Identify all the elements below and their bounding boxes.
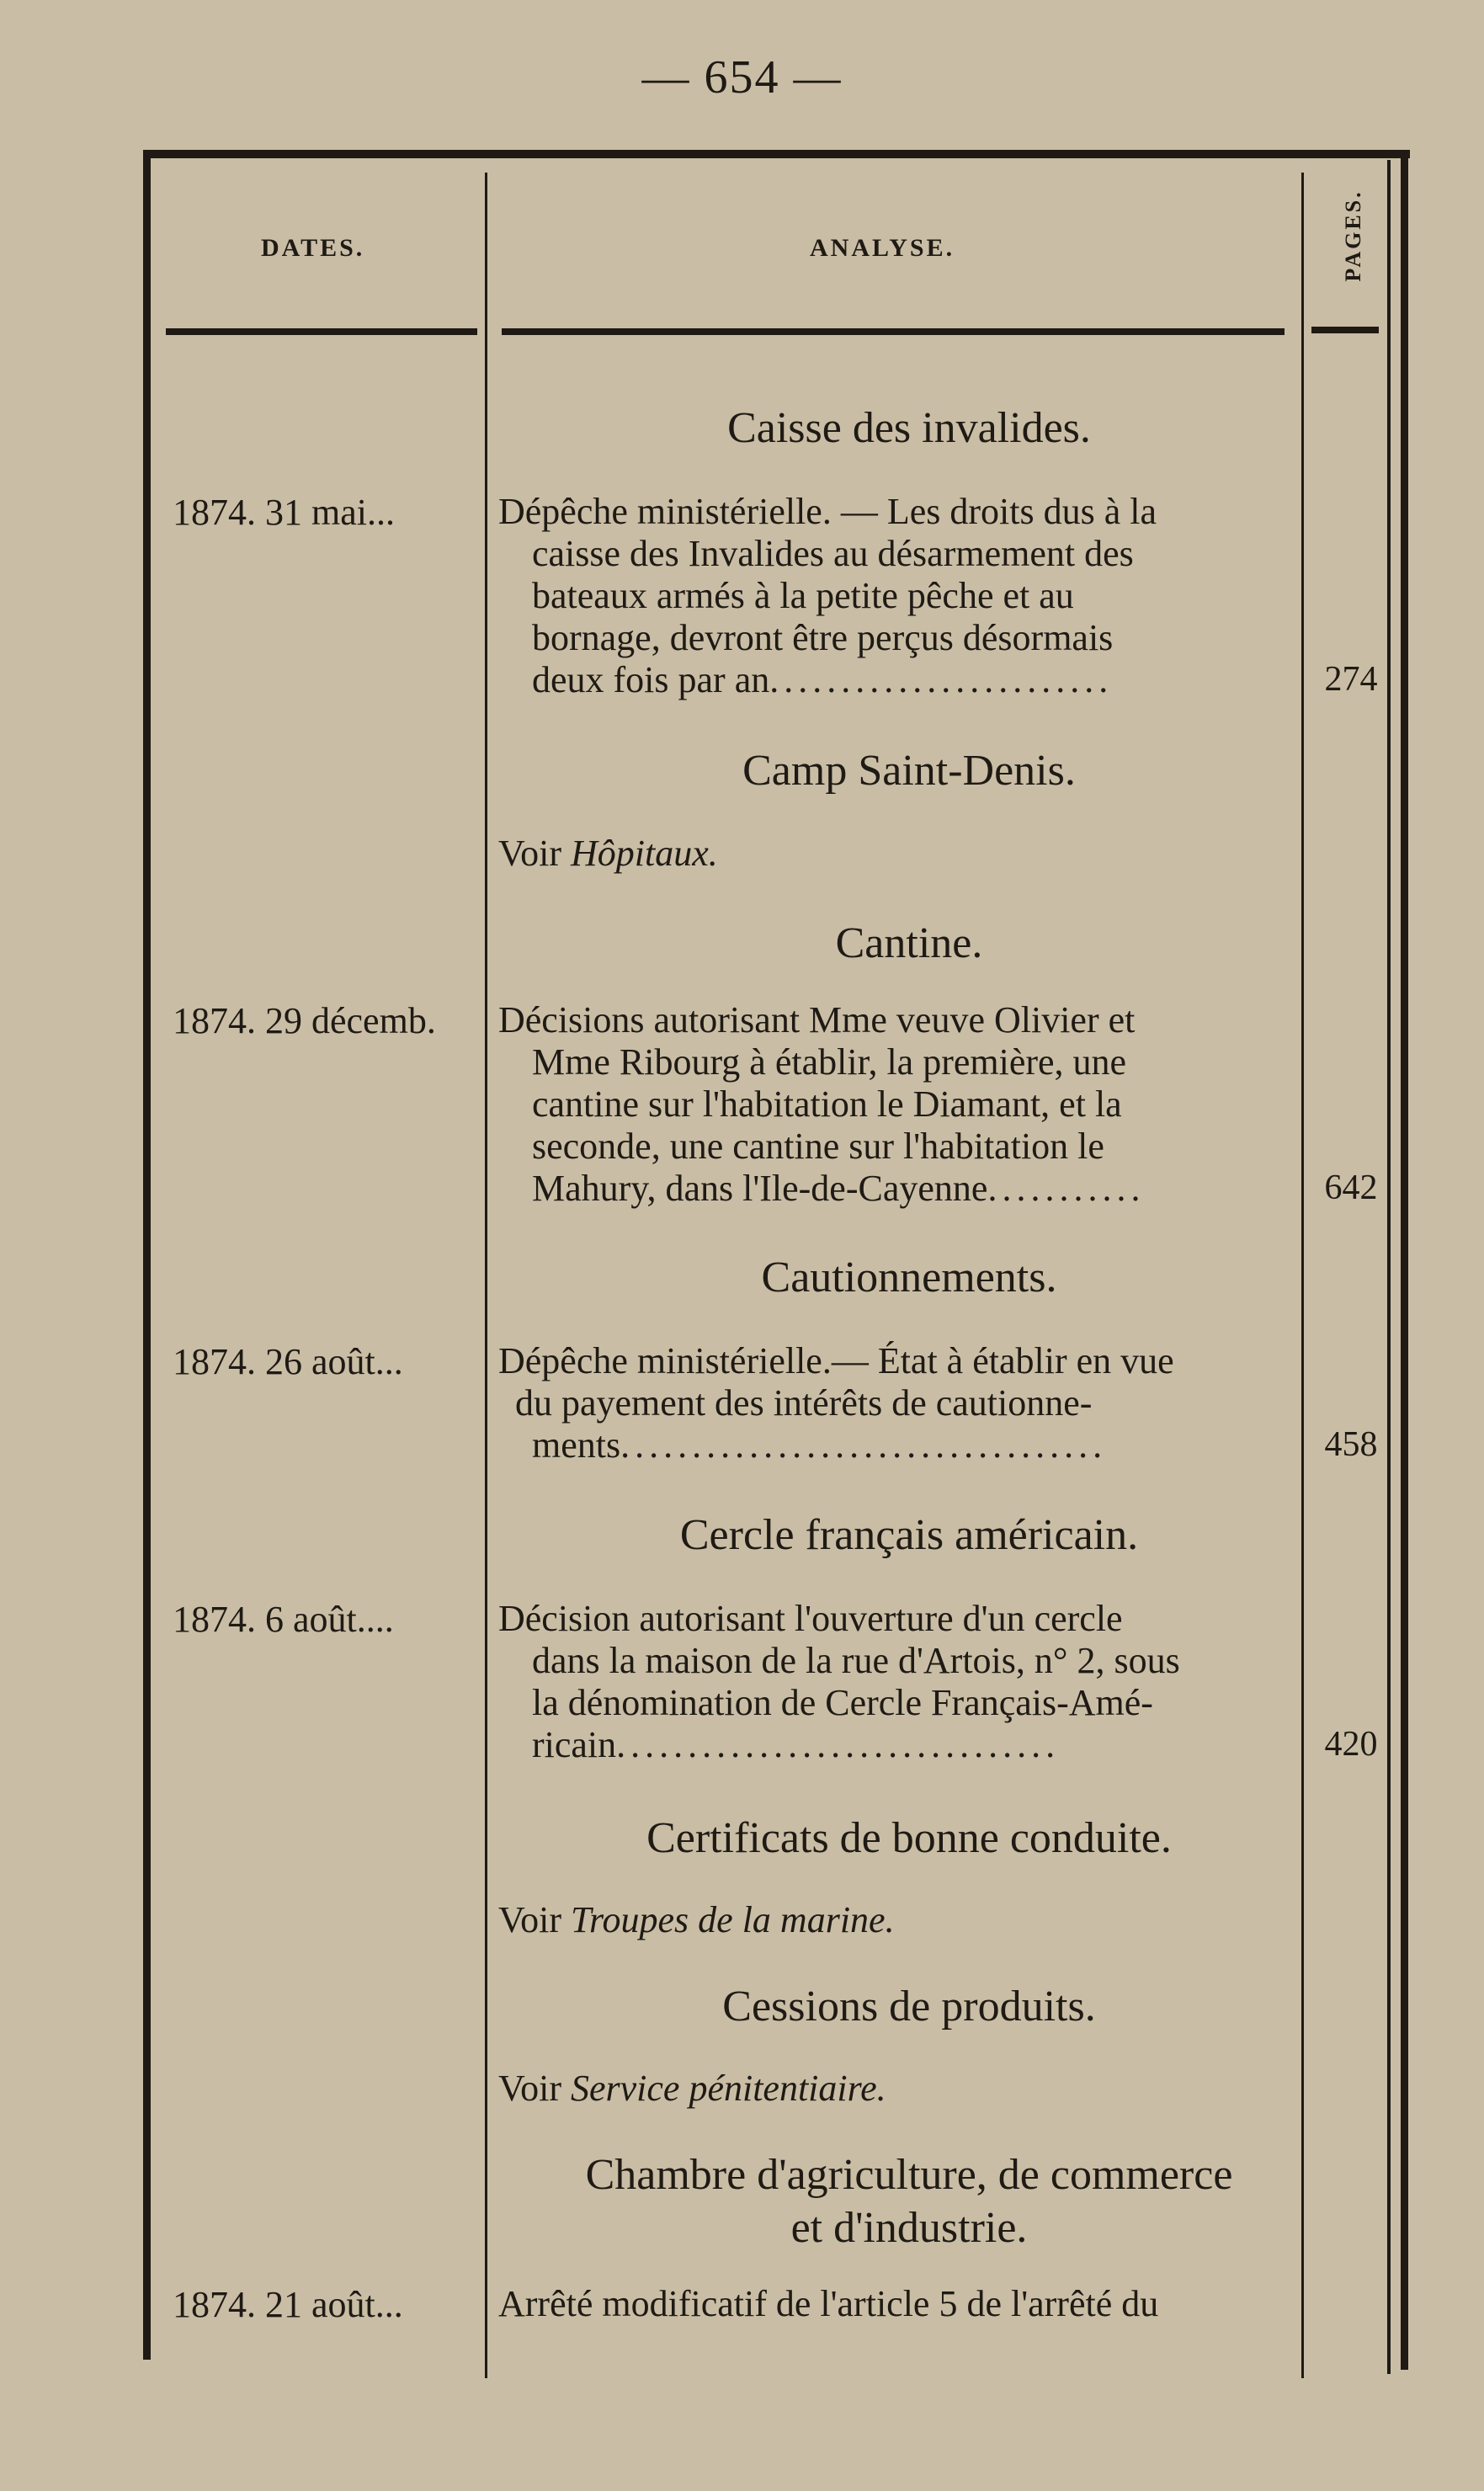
page-ref: 420	[1324, 1725, 1378, 1764]
section-title-cessions: Cessions de produits.	[722, 1983, 1096, 2031]
entry-line: Décisions autorisant Mme veuve Olivier et	[498, 999, 1136, 1041]
entry-line: Mme Ribourg à établir, la première, une	[532, 1041, 1127, 1083]
section-title-chambre-2: et d'industrie.	[790, 2204, 1028, 2252]
entry-line: seconde, une cantine sur l'habitation le	[532, 1126, 1104, 1167]
entry-line: ments..................................	[532, 1424, 1108, 1466]
column-divider-pages	[1387, 160, 1391, 2374]
header-rule-dates	[166, 328, 477, 335]
entry-line: Mahury, dans l'Ile-de-Cayenne...........	[532, 1168, 1146, 1209]
see-also: Voir Hôpitaux.	[498, 833, 718, 874]
header-analyse: ANALYSE.	[810, 234, 955, 262]
entry-date: 1874. 26 août...	[173, 1341, 403, 1382]
table-top-rule	[143, 150, 1410, 158]
see-also: Voir Service pénitentiaire.	[498, 2068, 886, 2109]
entry-line: Arrêté modificatif de l'article 5 de l'arrêté du	[498, 2283, 1159, 2324]
section-title-cantine: Cantine.	[835, 919, 983, 967]
see-also: Voir Troupes de la marine.	[498, 1899, 895, 1940]
entry-line: du payement des intérêts de cautionne-	[515, 1382, 1093, 1424]
entry-line: deux fois par an........................	[532, 659, 1114, 700]
section-title-chambre-1: Chambre d'agriculture, de commerce	[585, 2151, 1233, 2199]
header-rule-analyse	[502, 328, 1285, 335]
entry-line: ricain...............................	[532, 1724, 1061, 1765]
entry-line: cantine sur l'habitation le Diamant, et la	[532, 1083, 1122, 1125]
entry-line: Dépêche ministérielle.— État à établir en vue	[498, 1340, 1174, 1381]
header-pages: PAGES.	[1341, 189, 1365, 282]
section-title-caisse: Caisse des invalides.	[727, 404, 1091, 452]
entry-line: caisse des Invalides au désarmement des	[532, 533, 1134, 574]
entry-line: bornage, devront être perçus désormais	[532, 617, 1114, 658]
column-divider-dates	[485, 173, 487, 2378]
page-ref: 458	[1324, 1425, 1378, 1464]
page-ref: 274	[1324, 660, 1378, 699]
section-title-camp: Camp Saint-Denis.	[742, 747, 1076, 795]
entry-line: Dépêche ministérielle. — Les droits dus à la	[498, 491, 1157, 532]
header-rule-pages	[1311, 327, 1379, 333]
entry-line: Décision autorisant l'ouverture d'un cercle	[498, 1598, 1123, 1639]
section-title-cautionnements: Cautionnements.	[761, 1253, 1057, 1301]
entry-line: dans la maison de la rue d'Artois, n° 2, sous	[532, 1640, 1180, 1681]
entry-line: bateaux armés à la petite pêche et au	[532, 575, 1074, 616]
section-title-certificats: Certificats de bonne conduite.	[646, 1814, 1172, 1862]
header-dates: DATES.	[261, 234, 365, 262]
table-left-rule	[143, 150, 151, 2360]
table-right-rule	[1401, 156, 1408, 2370]
entry-date: 1874. 31 mai...	[173, 492, 395, 533]
entry-date: 1874. 6 août....	[173, 1599, 394, 1640]
section-title-cercle: Cercle français américain.	[679, 1511, 1139, 1559]
entry-line: la dénomination de Cercle Français-Amé-	[532, 1682, 1153, 1723]
page-number: — 654 —	[641, 51, 843, 104]
entry-date: 1874. 21 août...	[173, 2284, 403, 2325]
page-ref: 642	[1324, 1168, 1378, 1207]
entry-date: 1874. 29 décemb.	[173, 1000, 436, 1041]
